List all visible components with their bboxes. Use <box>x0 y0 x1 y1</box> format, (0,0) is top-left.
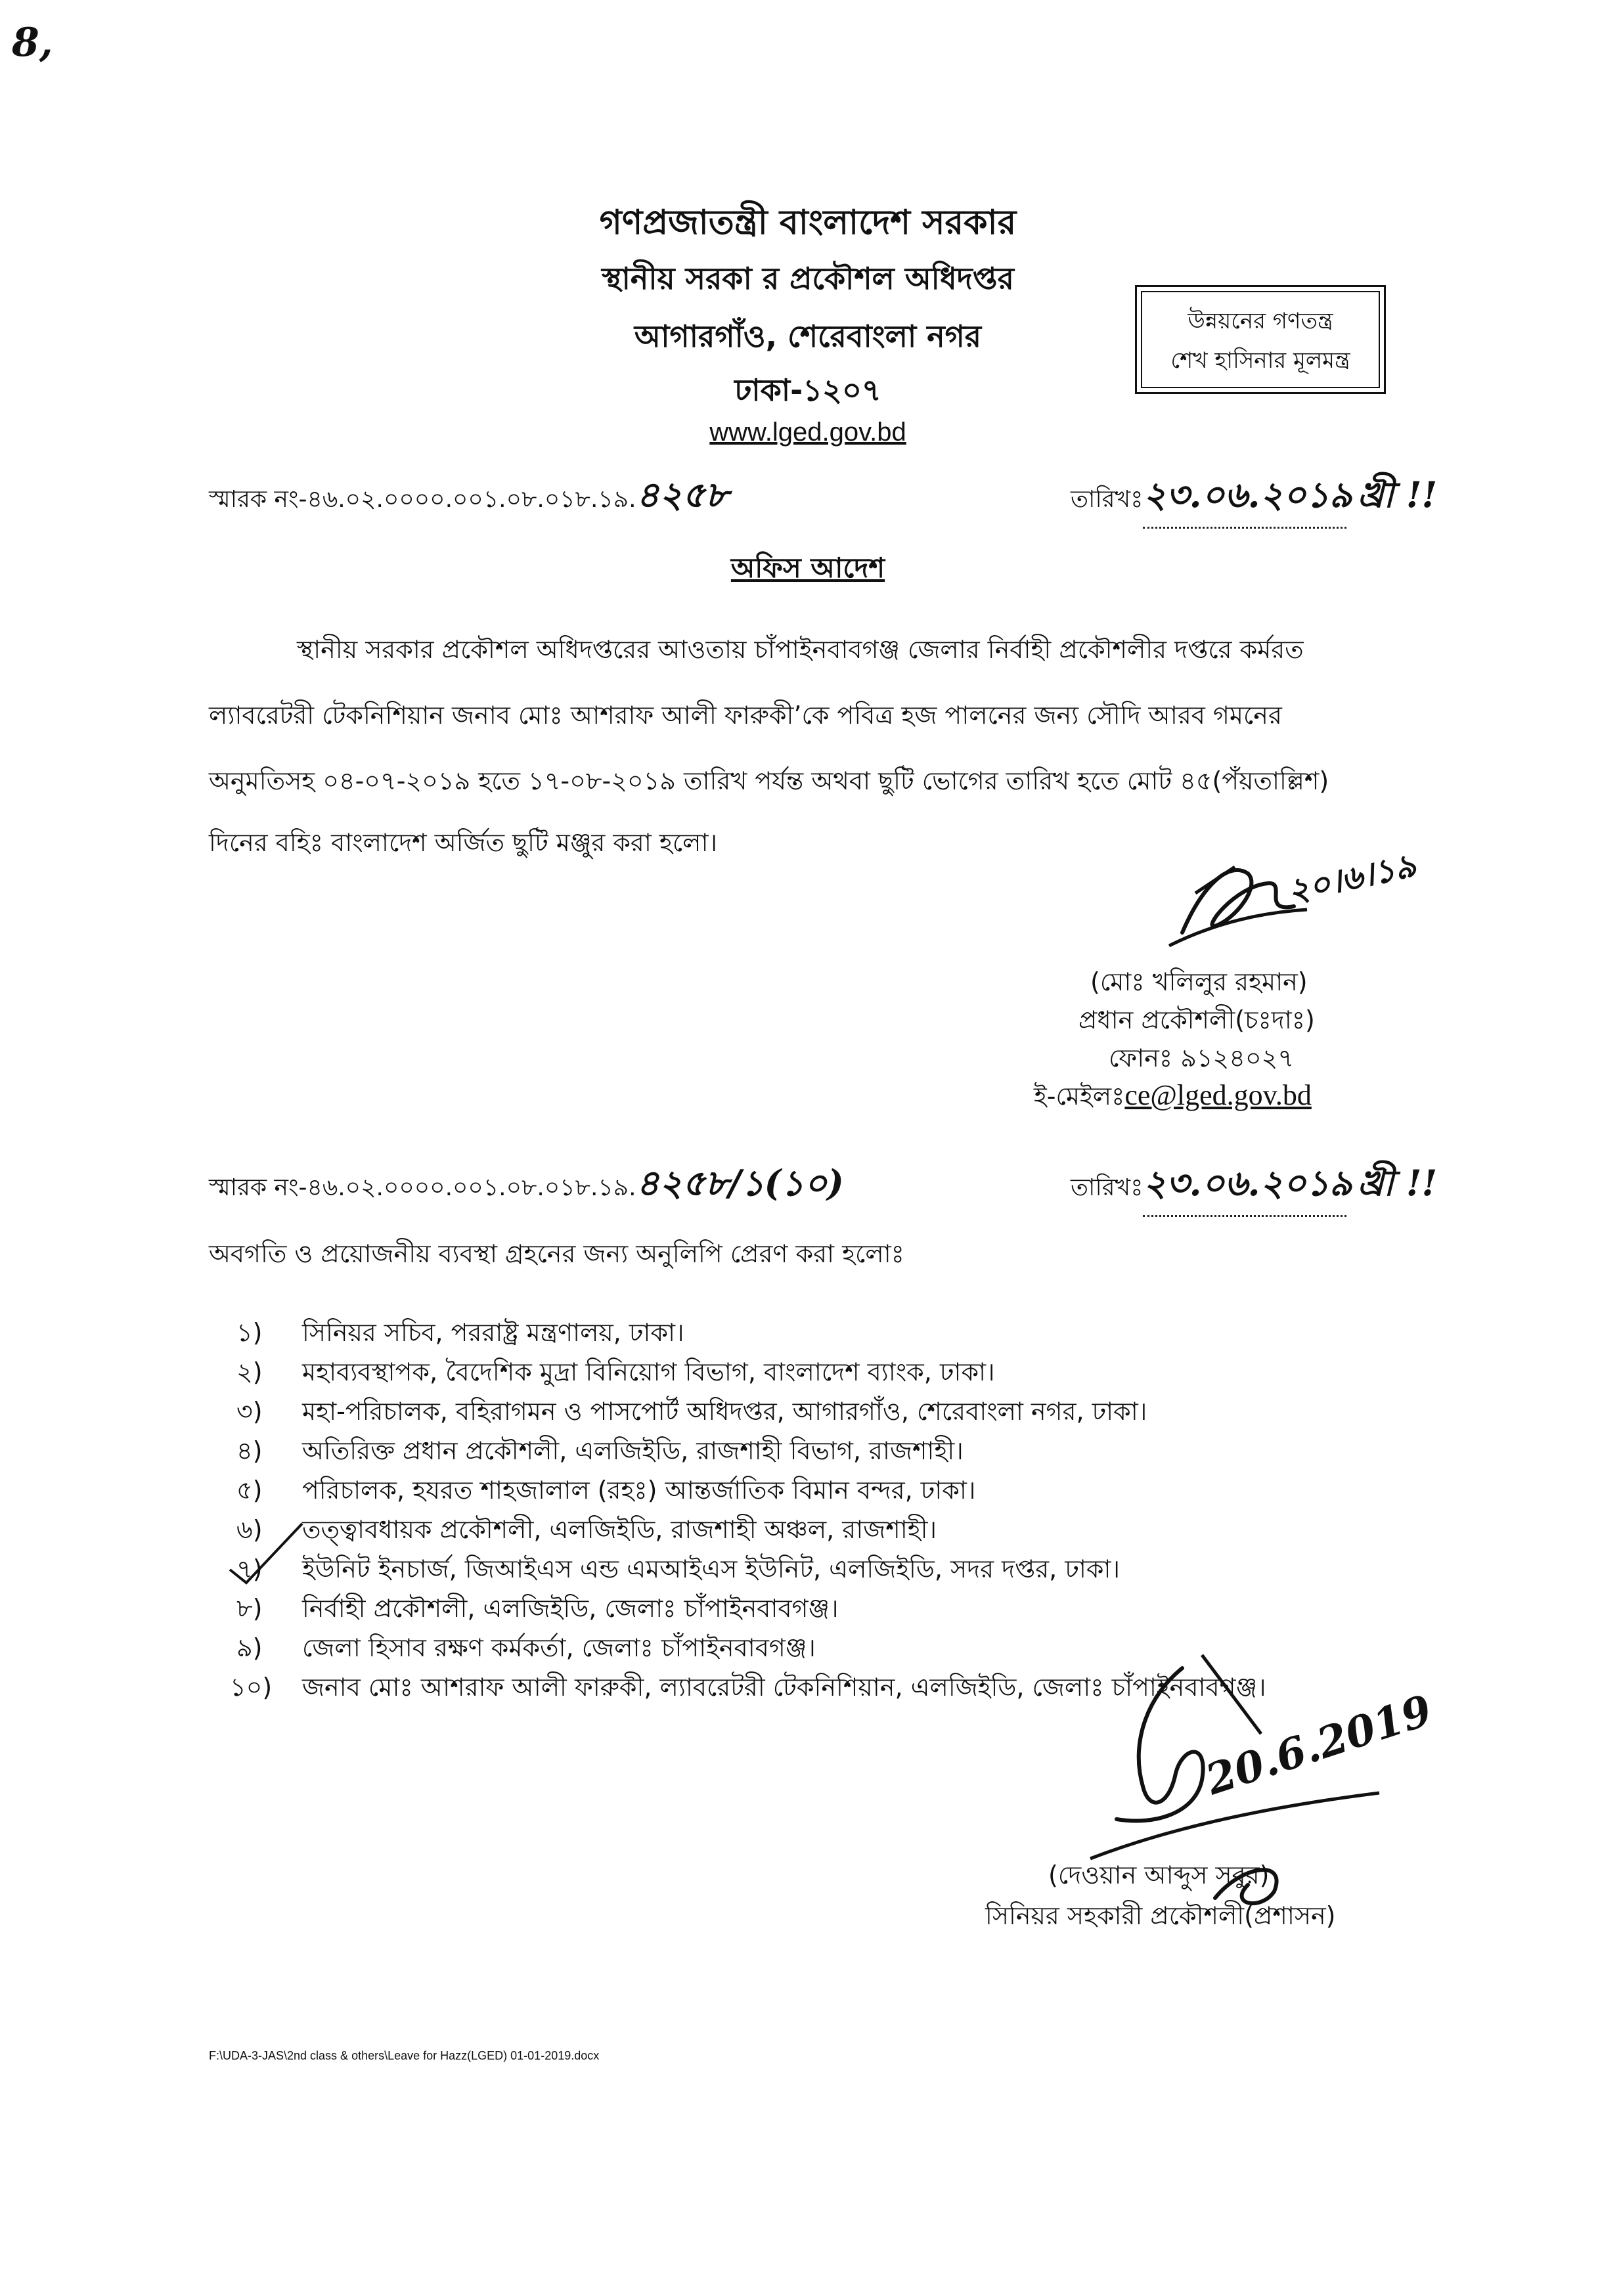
copy-intro: অবগতি ও প্রয়োজনীয় ব্যবস্থা গ্রহনের জন্য অনুলিপি প্রেরণ করা হলোঃ <box>209 1239 904 1268</box>
memo-handwritten-number: ৪২৫৮ <box>636 474 728 516</box>
handwritten-suffix: খ্রী !! <box>1357 1162 1438 1204</box>
memo-label: স্মারক নং-৪৬.০২.০০০০.০০১.০৮.০১৮.১৯. <box>209 486 636 513</box>
list-number: ৩) <box>236 1397 263 1426</box>
body-line-4: দিনের বহিঃ বাংলাদেশ অর্জিত ছুটি মঞ্জুর করা হলো। <box>209 828 718 857</box>
memo-label: স্মারক নং-৪৬.০২.০০০০.০০১.০৮.০১৮.১৯. <box>209 1174 636 1201</box>
signature-1-date: ২০।৬।১৯ <box>1283 845 1420 911</box>
signatory-2-designation: সিনিয়র সহকারী প্রকৌশলী(প্রশাসন) <box>985 1901 1336 1930</box>
list-text: পরিচালক, হযরত শাহজালাল (রহঃ) আন্তর্জাতিক বিমান বন্দর, ঢাকা। <box>302 1476 976 1505</box>
list-number: ৬) <box>236 1515 263 1544</box>
list-text: নির্বাহী প্রকৌশলী, এলজিইডি, জেলাঃ চাঁপাইনবাবগঞ্জ। <box>302 1594 839 1623</box>
list-text: জনাব মোঃ আশরাফ আলী ফারুকী, ল্যাবরেটরী টেকনিশিয়ান, এলজিইডি, জেলাঃ চাঁপাইনবাবগঞ্জ। <box>302 1673 1266 1702</box>
list-text: মহাব্যবস্থাপক, বৈদেশিক মুদ্রা বিনিয়োগ বিভাগ, বাংলাদেশ ব্যাংক, ঢাকা। <box>302 1358 995 1386</box>
list-number: ৯) <box>236 1633 263 1662</box>
list-text: ইউনিট ইনচার্জ, জিআইএস এন্ড এমআইএস ইউনিট, এলজিইডি, সদর দপ্তর, ঢাকা। <box>302 1555 1121 1583</box>
department-name: স্থানীয় সরকা র প্রকৌশল অধিদপ্তর <box>602 261 1014 296</box>
signatory-1-name: (মোঃ খলিলুর রহমান) <box>1090 967 1308 996</box>
list-number: ৫) <box>236 1476 263 1505</box>
body-line-1: স্থানীয় সরকার প্রকৌশল অধিদপ্তরের আওতায় চাঁপাইনবাবগঞ্জ জেলার নির্বাহী প্রকৌশলীর দপ্তরে কর্মরত <box>297 635 1304 664</box>
email-link[interactable]: ce@lged.gov.bd <box>1124 1079 1312 1111</box>
signatory-1-email <box>1034 1077 1312 1119</box>
memo-date-1 <box>1071 468 1437 529</box>
address-line: আগারগাঁও, শেরেবাংলা নগর <box>634 319 982 354</box>
list-number: ২) <box>236 1358 263 1386</box>
list-text: জেলা হিসাব রক্ষণ কর্মকর্তা, জেলাঃ চাঁপাইনবাবগঞ্জ। <box>302 1633 816 1662</box>
list-number: ৪) <box>236 1436 263 1465</box>
memo-handwritten-number: ৪২৫৮/১(১০) <box>636 1162 844 1204</box>
list-text: তত্ত্বাবধায়ক প্রকৌশলী, এলজিইডি, রাজশাহী অঞ্চল, রাজশাহী। <box>302 1515 937 1544</box>
motto-line-2: শেখ হাসিনার মূলমন্ত্র <box>1170 347 1350 374</box>
office-order-title: অফিস আদেশ <box>730 552 885 584</box>
government-title: গণপ্রজাতন্ত্রী বাংলাদেশ সরকার <box>599 203 1017 242</box>
list-number: ৮) <box>236 1594 263 1623</box>
body-line-3: অনুমতিসহ ০৪-০৭-২০১৯ হতে ১৭-০৮-২০১৯ তারিখ পর্যন্ত অথবা ছুটি ভোগের তারিখ হতে মোট ৪৫(পঁয়তাল্লিশ) <box>209 766 1329 795</box>
corner-handwritten-mark: 8, <box>12 20 53 66</box>
list-number: ৭) <box>236 1555 263 1583</box>
tick-mark-icon <box>217 1517 309 1589</box>
city-line: ঢাকা-১২০৭ <box>734 372 881 408</box>
list-number: ১) <box>236 1318 263 1347</box>
handwritten-date: ২৩.০৬.২০১৯ <box>1143 468 1346 529</box>
signatory-1-phone: ফোনঃ ৯১২৪০২৭ <box>1109 1044 1295 1072</box>
memo-number-1 <box>209 468 728 527</box>
signature-2-date: 20.6.2019 <box>1200 1685 1438 1805</box>
email-label: ই-মেইলঃ <box>1034 1082 1125 1111</box>
motto-line-1: উন্নয়নের গণতন্ত্র <box>1188 308 1333 334</box>
handwritten-suffix: খ্রী !! <box>1357 474 1438 516</box>
memo-number-2 <box>209 1156 844 1215</box>
file-path-footer: F:\UDA-3-JAS\2nd class & others\Leave for Hazz(LGED) 01-01-2019.docx <box>209 2049 600 2062</box>
date-label: তারিখঃ <box>1071 1174 1144 1201</box>
signatory-2-name: (দেওয়ান আব্দুস সবুর) <box>1048 1861 1270 1889</box>
list-number: ১০) <box>230 1673 273 1702</box>
date-label: তারিখঃ <box>1071 486 1144 513</box>
handwritten-date: ২৩.০৬.২০১৯ <box>1143 1156 1346 1217</box>
signatory-1-designation: প্রধান প্রকৌশলী(চঃদাঃ) <box>1078 1005 1315 1034</box>
list-text: সিনিয়র সচিব, পররাষ্ট্র মন্ত্রণালয়, ঢাকা। <box>302 1318 684 1347</box>
list-text: অতিরিক্ত প্রধান প্রকৌশলী, এলজিইডি, রাজশাহী বিভাগ, রাজশাহী। <box>302 1436 964 1465</box>
website-link[interactable]: www.lged.gov.bd <box>709 418 906 447</box>
motto-box <box>1135 285 1386 394</box>
list-text: মহা-পরিচালক, বহিরাগমন ও পাসপোর্ট অধিদপ্তর, আগারগাঁও, শেরেবাংলা নগর, ঢাকা। <box>302 1397 1147 1426</box>
body-line-2: ল্যাবরেটরী টেকনিশিয়ান জনাব মোঃ আশরাফ আলী ফারুকী’কে পবিত্র হজ পালনের জন্য সৌদি আরব গমনের <box>209 701 1282 730</box>
memo-date-2 <box>1071 1156 1437 1217</box>
